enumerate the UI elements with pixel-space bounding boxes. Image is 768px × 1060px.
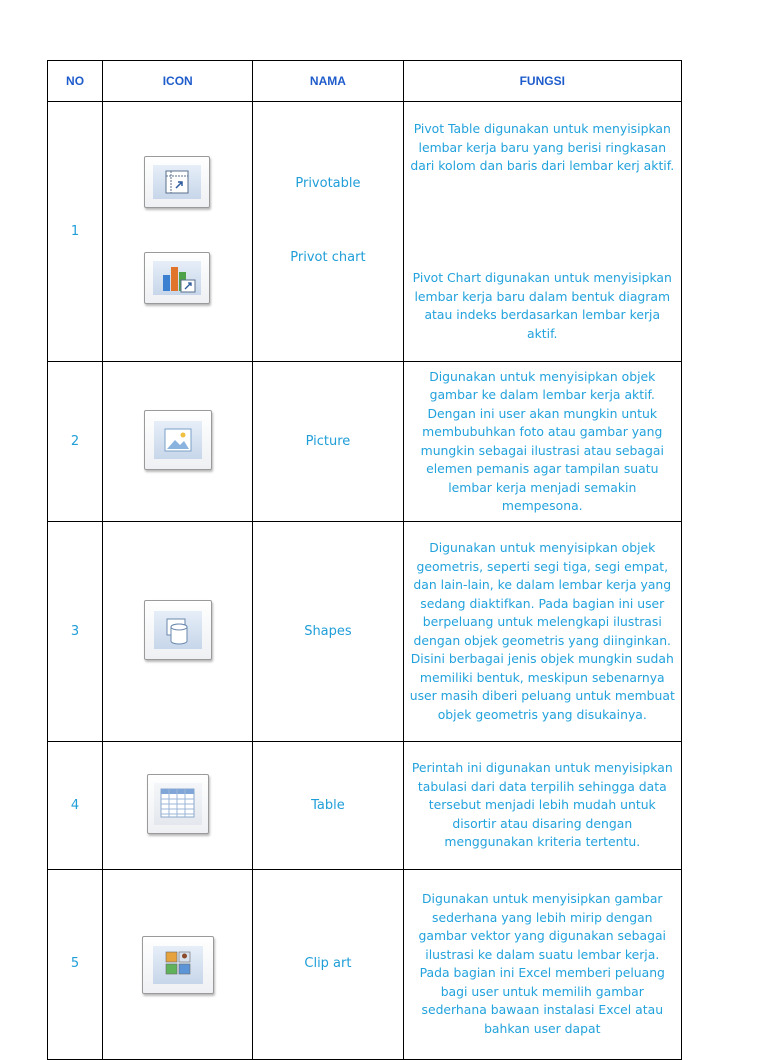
table-row — [48, 522, 682, 742]
item-description: Digunakan untuk menyisipkan gambar sederhana yang lebih mirip dengan gambar vektor yang digunakan sebagai ilustrasi ke dalam suatu lembar kerja. Pada bagian ini Excel memberi peluang bagi user untuk memilih gambar sederhana bawaan instalasi Excel atau bahkan user dapat — [418, 891, 666, 1036]
table-button[interactable] — [147, 774, 209, 834]
icon-cell — [103, 742, 253, 870]
header-no: NO — [48, 61, 103, 102]
desc-cell — [403, 870, 681, 1060]
icon-cell — [103, 870, 253, 1060]
icon-cell — [103, 362, 253, 522]
item-name: Privotable — [295, 176, 361, 191]
shapes-button[interactable] — [144, 600, 212, 660]
table-row — [48, 102, 682, 362]
item-description: Digunakan untuk menyisipkan objek geometris, seperti segi tiga, segi empat, dan lain-lain, ke dalam lembar kerja yang sedang diaktifkan. Pada bagian ini user berpeluang untuk melengkapi ilustrasi dengan objek geometris yang diinginkan. Disini berbagai jenis objek mungkin sudah memiliki bentuk, meskipun sebenarnya user masih diberi peluang untuk membuat objek geometris yang disukainya. — [409, 540, 675, 722]
row-number: 1 — [48, 102, 103, 362]
desc-cell — [403, 102, 681, 362]
picture-icon — [145, 411, 211, 469]
pivot-chart-button[interactable] — [144, 252, 210, 304]
table-row — [48, 742, 682, 870]
item-description: Pivot Table digunakan untuk menyisipkan lembar kerja baru yang berisi ringkasan dari kolom dan baris dari lembar kerj aktif. — [410, 121, 675, 173]
row-number: 2 — [48, 362, 103, 522]
name-cell — [253, 102, 403, 362]
picture-button[interactable] — [144, 410, 212, 470]
shapes-icon — [145, 601, 211, 659]
header-icon: ICON — [103, 61, 253, 102]
icon-cell — [103, 522, 253, 742]
item-description: Digunakan untuk menyisipkan objek gambar ke dalam lembar kerja aktif. Dengan ini user akan mungkin untuk membubuhkan foto atau gambar yang mungkin sebagai ilustrasi atau sebagai elemen pemanis agar tampilan suatu lembar kerja menjadi semakin mempesona. — [420, 368, 664, 513]
table-header-row — [48, 61, 682, 102]
item-name: Shapes — [253, 522, 403, 742]
item-name: Table — [253, 742, 403, 870]
table-icon — [148, 775, 208, 833]
item-description: Perintah ini digunakan untuk menyisipkan tabulasi dari data terpilih sehingga data tersebut menjadi lebih mudah untuk disortir atau disaring dengan menggunakan kriteria tertentu. — [411, 760, 673, 850]
desc-cell — [403, 362, 681, 522]
ribbon-insert-table — [47, 60, 682, 1060]
item-name: Privot chart — [290, 250, 366, 265]
icon-cell — [103, 102, 253, 362]
clip-art-icon — [143, 937, 213, 993]
item-name: Picture — [253, 362, 403, 522]
header-nama: NAMA — [253, 61, 403, 102]
pivot-chart-icon — [145, 253, 209, 303]
header-fungsi: FUNGSI — [403, 61, 681, 102]
table-row — [48, 362, 682, 522]
pivot-table-icon — [145, 157, 209, 207]
clip-art-button[interactable] — [142, 936, 214, 994]
desc-cell — [403, 742, 681, 870]
row-number: 5 — [48, 870, 103, 1060]
row-number: 3 — [48, 522, 103, 742]
table-row — [48, 870, 682, 1060]
pivot-table-button[interactable] — [144, 156, 210, 208]
row-number: 4 — [48, 742, 103, 870]
item-description: Pivot Chart digunakan untuk menyisipkan lembar kerja baru dalam bentuk diagram atau indeks berdasarkan lembar kerja aktif. — [412, 270, 672, 341]
item-name: Clip art — [253, 870, 403, 1060]
desc-cell — [403, 522, 681, 742]
